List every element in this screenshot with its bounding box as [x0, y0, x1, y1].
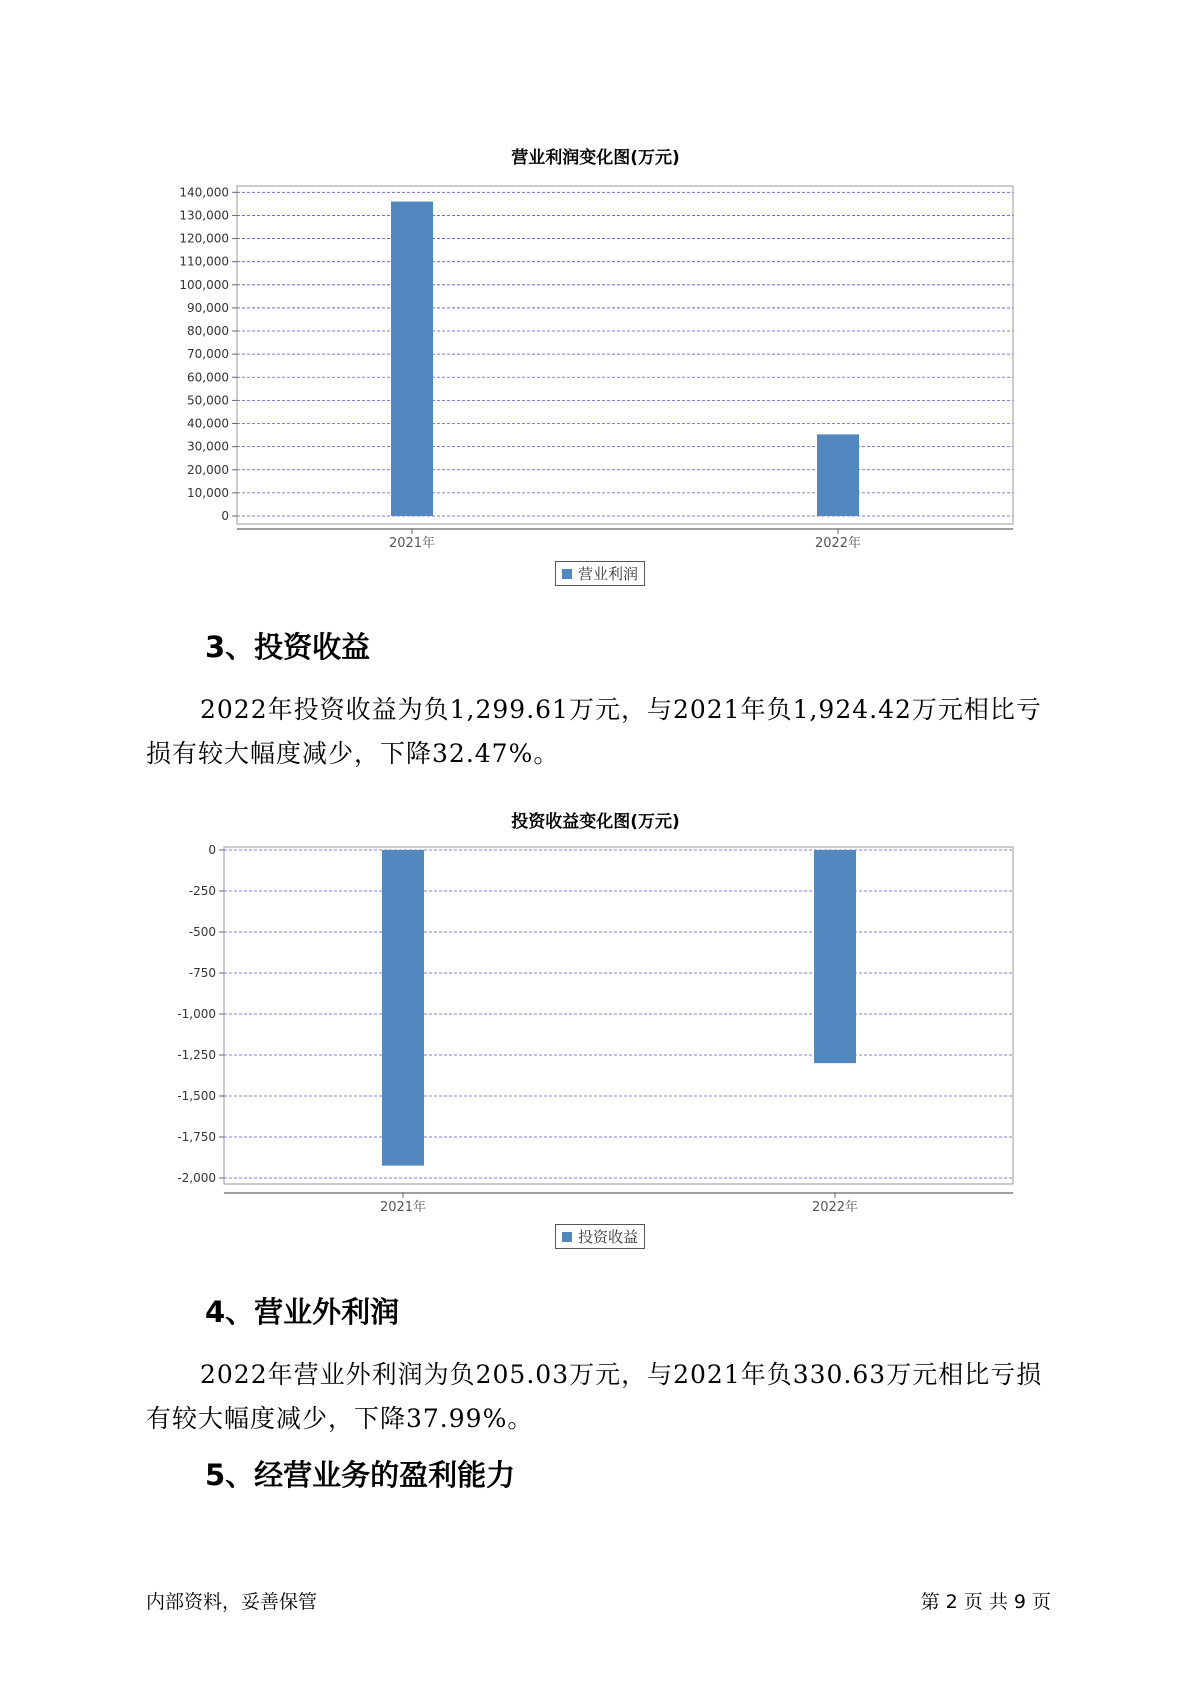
y-tick-label: -1,750: [177, 1130, 216, 1144]
plot-frame: [224, 847, 1013, 1184]
y-tick-label: -1,000: [177, 1007, 216, 1021]
chart2-legend-label: 投资收益: [578, 1228, 639, 1246]
footer-left: 内部资料，妥善保管: [146, 1591, 318, 1613]
y-tick-label: -1,250: [177, 1048, 216, 1062]
section3-paragraph: [146, 688, 1046, 776]
y-tick-label: 0: [208, 843, 216, 857]
y-tick-label: 140,000: [179, 185, 229, 200]
section4-line2: 有较大幅度减少，下降37.99%。: [146, 1404, 534, 1433]
y-tick-label: 100,000: [179, 277, 229, 292]
y-tick-label: 50,000: [187, 393, 229, 408]
section3-line2: 损有较大幅度减少，下降32.47%。: [146, 739, 560, 768]
y-tick-label: 130,000: [179, 208, 229, 223]
chart2-legend: [555, 1224, 645, 1249]
legend-swatch: [562, 1232, 572, 1242]
y-tick-label: 90,000: [187, 300, 229, 315]
y-tick-label: 120,000: [179, 231, 229, 246]
legend-swatch: [562, 569, 572, 579]
y-tick-label: 60,000: [187, 370, 229, 385]
bar-2022年: [814, 850, 856, 1063]
section5-heading: 5、经营业务的盈利能力: [205, 1458, 516, 1492]
y-tick-label: -750: [188, 966, 216, 980]
chart1-title: 营业利润变化图(万元): [511, 148, 680, 168]
y-tick-label: 20,000: [187, 462, 229, 477]
section4-line1: 2022年营业外利润为负205.03万元，与2021年负330.63万元相比亏损: [200, 1360, 1043, 1389]
chart1-legend: [555, 561, 645, 586]
y-tick-label: 110,000: [179, 254, 229, 269]
x-tick-label: 2021年: [379, 1200, 427, 1215]
y-tick-label: -2,000: [177, 1171, 216, 1185]
x-tick-label: 2022年: [814, 536, 862, 551]
section3-heading: 3、投资收益: [205, 630, 371, 664]
x-tick-label: 2022年: [811, 1200, 859, 1215]
section4-paragraph: [146, 1353, 1046, 1441]
chart2-title: 投资收益变化图(万元): [511, 812, 680, 832]
y-tick-label: 10,000: [187, 485, 229, 500]
bar-2021年: [391, 202, 433, 516]
section4-heading: 4、营业外利润: [205, 1295, 400, 1329]
y-tick-label: 40,000: [187, 416, 229, 431]
section3-line1: 2022年投资收益为负1,299.61万元，与2021年负1,924.42万元相比亏: [200, 695, 1042, 724]
plot-frame: [237, 186, 1013, 524]
y-tick-label: 80,000: [187, 324, 229, 339]
bar-2022年: [817, 434, 859, 516]
y-tick-label: -1,500: [177, 1089, 216, 1103]
y-tick-label: 70,000: [187, 347, 229, 362]
chart1-legend-label: 营业利润: [578, 565, 639, 583]
x-tick-label: 2021年: [388, 536, 436, 551]
y-tick-label: 0: [221, 509, 229, 523]
chart2-svg: [0, 840, 1191, 1215]
y-tick-label: -250: [188, 884, 216, 898]
chart1-svg: [0, 180, 1191, 551]
y-tick-label: 30,000: [187, 439, 229, 454]
footer-page-number: 第 2 页 共 9 页: [920, 1591, 1051, 1613]
y-tick-label: -500: [188, 925, 216, 939]
bar-2021年: [382, 850, 424, 1166]
